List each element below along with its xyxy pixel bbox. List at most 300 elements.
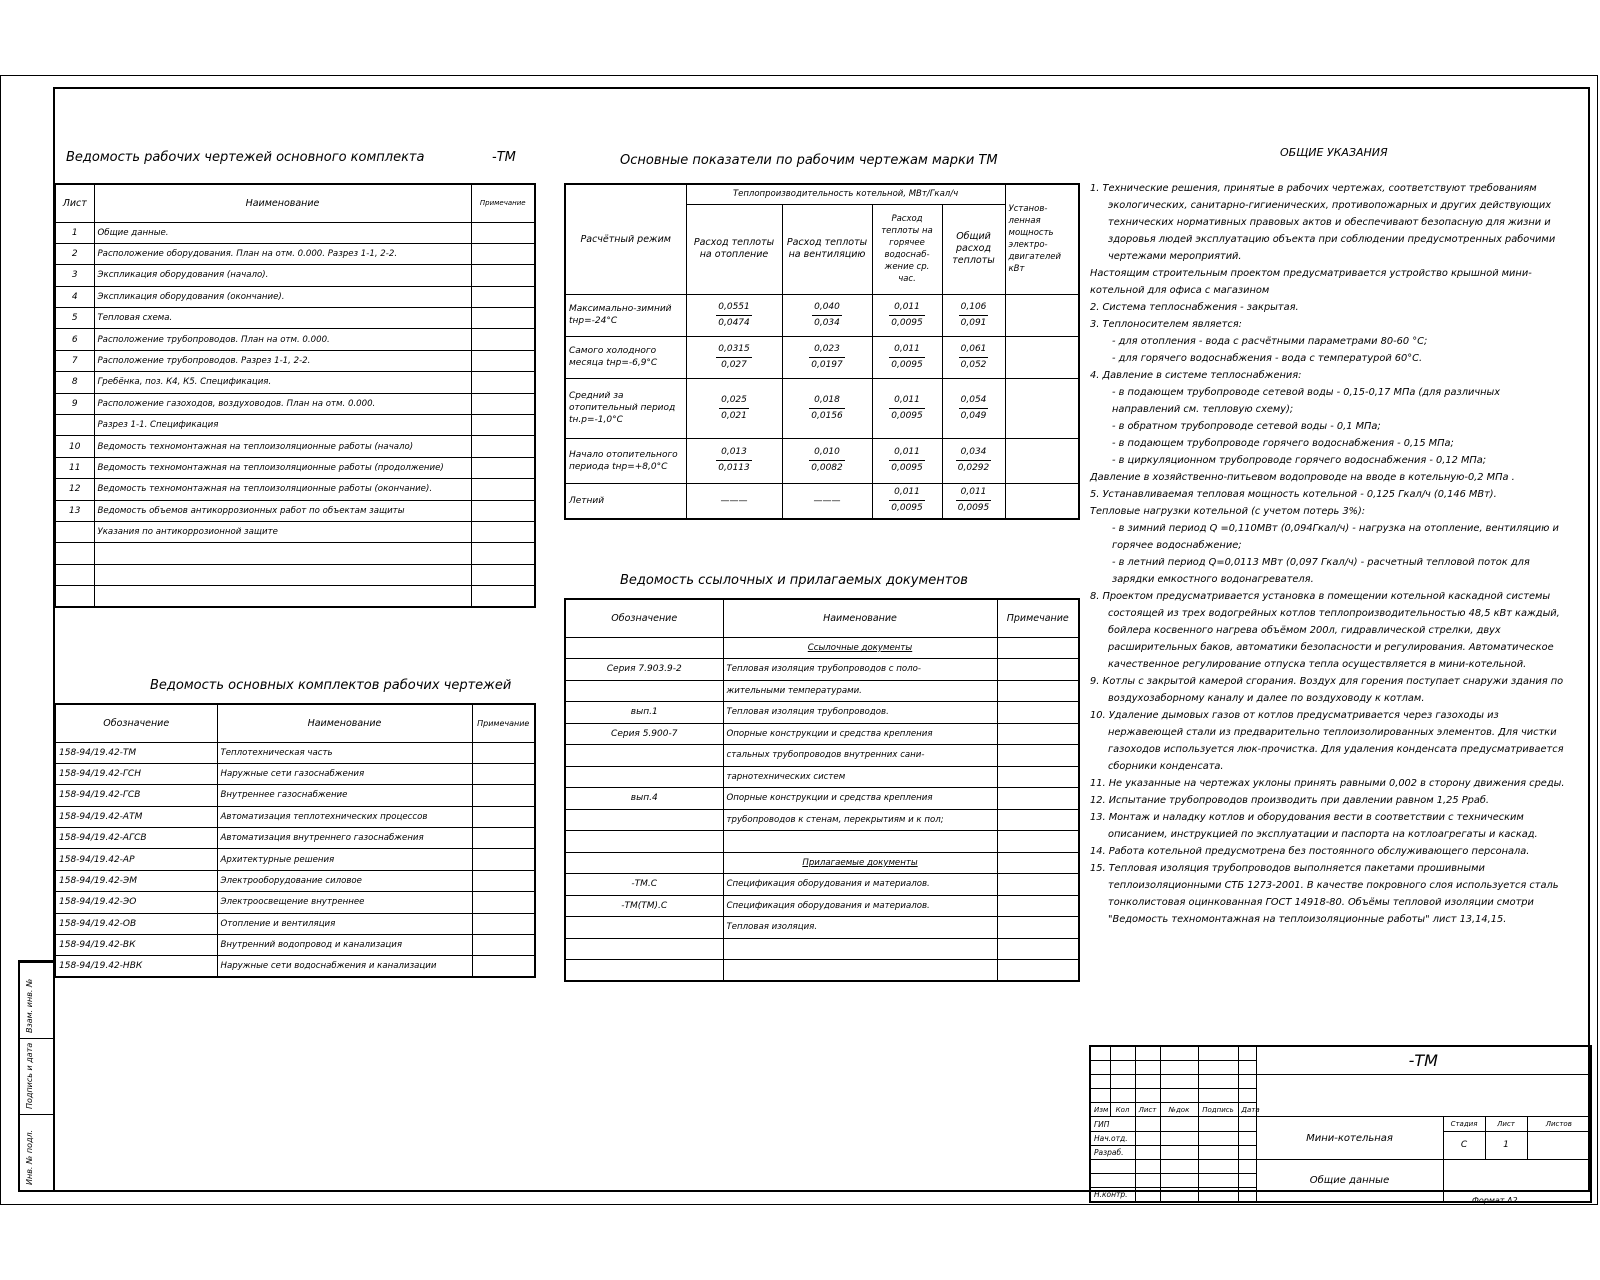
set-note	[472, 763, 535, 784]
col-header: Примечание	[471, 184, 535, 222]
set-code: 158-94/19.42-ВК	[55, 935, 217, 956]
table-row	[55, 956, 535, 977]
doc-code	[565, 766, 723, 788]
title-block	[1089, 1045, 1592, 1203]
value-gcal: 0,0474	[718, 317, 750, 328]
fraction-value	[889, 485, 925, 516]
set-name: Теплотехническая часть	[217, 742, 472, 763]
fraction-value	[959, 342, 989, 373]
stamp-cell	[1160, 1145, 1198, 1159]
value-mw: 0,106	[959, 300, 989, 316]
side-cell	[20, 1038, 53, 1115]
stamp-col-label: Изм	[1090, 1103, 1110, 1117]
basic-sets-title: Ведомость основных комплектов рабочих чертежей	[150, 678, 512, 693]
sheet-name: Ведомость техномонтажная на теплоизоляционные работы (продолжение)	[94, 457, 471, 478]
sheet-name: Гребёнка, поз. К4, К5. Спецификация.	[94, 372, 471, 393]
stamp-cell	[1198, 1117, 1238, 1131]
table-row	[565, 637, 1079, 659]
stamp-row	[1090, 1046, 1591, 1060]
indicator-cell	[686, 336, 782, 378]
value-gcal: 0,034	[814, 317, 840, 328]
note-item: 13. Монтаж и наладку котлов и оборудования вести в соответствии с техническим описанием, инструкцией по эксплуатации и паспорта на котлоагрегаты и каскад.	[1090, 812, 1538, 840]
indicators-table	[564, 183, 1080, 520]
stamp-cell	[1160, 1089, 1198, 1103]
value-mw: 0,061	[959, 342, 989, 358]
doc-note	[997, 637, 1079, 659]
indicator-row	[565, 378, 1079, 438]
note-item: 14. Работа котельной предусмотрена без постоянного обслуживающего персонала.	[1090, 846, 1530, 857]
sheet-note	[471, 286, 535, 307]
set-name: Внутреннее газоснабжение	[217, 785, 472, 806]
object-name: Мини-котельная	[1256, 1117, 1443, 1160]
doc-name: Ссылочные документы	[723, 637, 997, 659]
power-cell	[1005, 294, 1079, 336]
table-row	[55, 308, 535, 329]
table-row	[55, 870, 535, 891]
value-gcal: 0,021	[721, 410, 747, 421]
indicator-cell	[942, 483, 1005, 519]
stamp-role	[1090, 1174, 1135, 1188]
stamp-cell	[1135, 1074, 1160, 1088]
table-row	[55, 479, 535, 500]
stamp-row	[1090, 1117, 1591, 1131]
sheets-value	[1527, 1131, 1591, 1159]
stamp-col-label: Подпись	[1198, 1103, 1238, 1117]
sheet-name: Ведомость объемов антикоррозионных работ по объектам защиты	[94, 500, 471, 521]
doc-note	[997, 938, 1079, 960]
stamp-cell	[1238, 1174, 1256, 1188]
doc-note	[997, 680, 1079, 702]
stamp-cell	[1135, 1060, 1160, 1074]
stamp-cell	[1238, 1131, 1256, 1145]
indicator-row	[565, 336, 1079, 378]
sheet-name	[94, 543, 471, 564]
table-row	[55, 521, 535, 542]
doc-note	[997, 852, 1079, 874]
stamp-row	[1090, 1074, 1591, 1088]
fraction-value	[889, 445, 925, 476]
sheet-list-table	[54, 183, 536, 608]
set-name: Наружные сети газоснабжения	[217, 763, 472, 784]
table-row	[565, 659, 1079, 681]
stamp-col-label: Лист	[1135, 1103, 1160, 1117]
mode-label: Начало отопительного периода tнр=+8,0°С	[565, 438, 686, 483]
table-row	[55, 329, 535, 350]
doc-note	[997, 960, 1079, 982]
stamp-cell	[1135, 1046, 1160, 1060]
sheet-value: 1	[1485, 1131, 1527, 1159]
set-name: Электрооборудование силовое	[217, 870, 472, 891]
indicator-cell	[782, 294, 872, 336]
sheet-number	[55, 521, 94, 542]
indicator-cell	[942, 378, 1005, 438]
indicator-row	[565, 483, 1079, 519]
set-note	[472, 913, 535, 934]
stamp-cell	[1135, 1145, 1160, 1159]
doc-code	[565, 831, 723, 853]
sheet-note	[471, 564, 535, 585]
doc-code	[565, 852, 723, 874]
table-row	[565, 895, 1079, 917]
note-item: 10. Удаление дымовых газов от котлов предусматривается через газоходы из нержавеющей стали из предварительно теплоизолированных элементов. Для чистки газоходов используется люк-прочистка. Для удаления конденсата предусматривается сборники конденсата.	[1090, 710, 1564, 772]
stamp-cell	[1090, 1046, 1110, 1060]
sheet-number	[55, 564, 94, 585]
stamp-row	[1090, 1160, 1591, 1174]
col-header: Лист	[55, 184, 94, 222]
value-mw: 0,011	[889, 300, 925, 316]
table-row	[55, 935, 535, 956]
fraction-value	[809, 393, 845, 424]
fraction-value	[719, 393, 749, 424]
fraction-value	[716, 342, 752, 373]
doc-note	[997, 766, 1079, 788]
set-note	[472, 828, 535, 849]
fraction-value	[956, 445, 992, 476]
set-note	[472, 870, 535, 891]
side-label: Инв. № подл.	[25, 1129, 34, 1185]
group-header: Теплопроизводительность котельной, МВт/Гкал/ч	[686, 184, 1005, 204]
stamp-cell	[1135, 1160, 1160, 1174]
col-header: Наименование	[94, 184, 471, 222]
stamp-cell	[1238, 1117, 1256, 1131]
doc-note	[997, 723, 1079, 745]
doc-name: Прилагаемые документы	[723, 852, 997, 874]
indicator-row	[565, 294, 1079, 336]
stamp-cell	[1238, 1188, 1256, 1202]
table-row	[565, 960, 1079, 982]
sheet-note	[471, 543, 535, 564]
stage-value: С	[1443, 1131, 1485, 1159]
set-code: 158-94/19.42-ЭО	[55, 892, 217, 913]
table-row	[55, 350, 535, 371]
set-code: 158-94/19.42-НВК	[55, 956, 217, 977]
note-item: 4. Давление в системе теплоснабжения:	[1090, 370, 1302, 381]
fraction-value	[956, 485, 992, 516]
col-header: Расход теплоты на отопление	[686, 204, 782, 294]
sheet-number	[55, 586, 94, 607]
doc-name: Тепловая изоляция трубопроводов с поло-	[723, 659, 997, 681]
indicator-cell	[872, 294, 942, 336]
indicator-cell	[782, 336, 872, 378]
sheet-number: 1	[55, 222, 94, 243]
indicator-cell	[872, 378, 942, 438]
set-name: Внутренний водопровод и канализация	[217, 935, 472, 956]
stamp-desc	[1256, 1074, 1591, 1117]
sheet-list-mark: -ТМ	[492, 150, 516, 165]
set-note	[472, 742, 535, 763]
stamp-cell	[1110, 1074, 1135, 1088]
sheet-note	[471, 586, 535, 607]
stamp-cell	[1160, 1188, 1198, 1202]
col-header: Примечание	[997, 599, 1079, 637]
set-note	[472, 892, 535, 913]
doc-code	[565, 938, 723, 960]
sheet-number	[55, 415, 94, 436]
doc-code	[565, 745, 723, 767]
basic-sets-table	[54, 703, 536, 978]
sheet-number: 5	[55, 308, 94, 329]
indicator-cell	[782, 378, 872, 438]
value-gcal: 0,0082	[811, 463, 843, 473]
value-gcal: 0,0156	[811, 410, 843, 421]
value-mw: 0,040	[812, 300, 842, 316]
set-note	[472, 806, 535, 827]
stamp-col-label: №док	[1160, 1103, 1198, 1117]
sheet-name: Разрез 1-1. Спецификация	[94, 415, 471, 436]
stamp-cell	[1090, 1089, 1110, 1103]
stamp-role: ГИП	[1090, 1117, 1135, 1131]
indicator-cell	[782, 438, 872, 483]
doc-name: жительными температурами.	[723, 680, 997, 702]
doc-code	[565, 917, 723, 939]
sheet-number: 3	[55, 265, 94, 286]
note-item: - в циркуляционном трубопроводе горячего водоснабжения - 0,12 МПа;	[1112, 455, 1487, 466]
stamp-role: Разраб.	[1090, 1145, 1135, 1159]
power-cell	[1005, 378, 1079, 438]
set-name: Автоматизация внутреннего газоснабжения	[217, 828, 472, 849]
stamp-cell	[1238, 1046, 1256, 1060]
indicator-cell	[782, 483, 872, 519]
doc-note	[997, 874, 1079, 896]
mode-label: Самого холодного месяца tнр=-6,9°С	[565, 336, 686, 378]
sheet-name: Общие данные.	[94, 222, 471, 243]
sheet-name	[94, 586, 471, 607]
table-row	[565, 938, 1079, 960]
table-row	[565, 788, 1079, 810]
sheet-number: 10	[55, 436, 94, 457]
stamp-cell	[1160, 1117, 1198, 1131]
table-row	[565, 723, 1079, 745]
table-row	[565, 680, 1079, 702]
stamp-cell	[1238, 1145, 1256, 1159]
doc-code	[565, 637, 723, 659]
note-item: - в подающем трубопроводе сетевой воды - 0,15-0,17 МПа (для различных направлений см. тепловую схему);	[1112, 387, 1501, 415]
doc-code: Серия 7.903.9-2	[565, 659, 723, 681]
value-mw: 0,0315	[716, 342, 752, 358]
set-code: 158-94/19.42-АГСВ	[55, 828, 217, 849]
fraction-value	[809, 342, 845, 373]
doc-code: вып.1	[565, 702, 723, 724]
table-row	[565, 702, 1079, 724]
note-item: 5. Устанавливаемая тепловая мощность котельной - 0,125 Гкал/ч (0,146 МВт).	[1090, 489, 1497, 500]
value-gcal: 0,052	[960, 359, 987, 370]
table-row	[55, 436, 535, 457]
value-gcal: 0,0095	[891, 410, 923, 421]
doc-name: тарнотехнических систем	[723, 766, 997, 788]
col-header: Обозначение	[55, 704, 217, 742]
sheet-number: 6	[55, 329, 94, 350]
sheet-name: Указания по антикоррозионной защите	[94, 521, 471, 542]
col-header: Наименование	[723, 599, 997, 637]
col-header: Расход теплоты на горячее водоснаб-жение ср. час.	[872, 204, 942, 294]
note-item: - в летний период Q=0,0113 МВт (0,097 Гкал/ч) - расчетный тепловой поток для зарядки емкостного водонагревателя.	[1112, 557, 1530, 585]
sheet-list-title: Ведомость рабочих чертежей основного комплекта	[66, 150, 425, 165]
sheet-name: Расположение газоходов, воздуховодов. План на отм. 0.000.	[94, 393, 471, 414]
set-note	[472, 785, 535, 806]
sheet-note	[471, 329, 535, 350]
mode-label: Летний	[565, 483, 686, 519]
sheet-number: 8	[55, 372, 94, 393]
value-mw: 0,011	[889, 445, 925, 461]
stamp-role: Нач.отд.	[1090, 1131, 1135, 1145]
sheet-note	[471, 350, 535, 371]
sheet-note	[471, 243, 535, 264]
doc-note	[997, 917, 1079, 939]
stamp-cell	[1110, 1046, 1135, 1060]
side-label: Подпись и дата	[25, 1042, 34, 1109]
sheet-name: Расположение оборудования. План на отм. 0.000. Разрез 1-1, 2-2.	[94, 243, 471, 264]
value-mw: 0,023	[809, 342, 845, 358]
table-row	[55, 372, 535, 393]
note-item: 3. Теплоносителем является:	[1090, 319, 1242, 330]
sheet-note	[471, 265, 535, 286]
doc-code	[565, 960, 723, 982]
sheet-label: Лист	[1485, 1117, 1527, 1131]
stamp-cell	[1198, 1074, 1238, 1088]
col-header: Расход теплоты на вентиляцию	[782, 204, 872, 294]
stamp-cell	[1135, 1131, 1160, 1145]
stamp-role	[1090, 1160, 1135, 1174]
value-mw: 0,013	[716, 445, 752, 461]
doc-name: Опорные конструкции и средства крепления	[723, 788, 997, 810]
set-name: Электроосвещение внутреннее	[217, 892, 472, 913]
table-row	[565, 917, 1079, 939]
power-header: Установ-ленная мощность электро-двигателей кВт	[1005, 184, 1079, 294]
indicator-cell	[686, 294, 782, 336]
note-item: - в подающем трубопроводе горячего водоснабжения - 0,15 МПа;	[1112, 438, 1454, 449]
table-row	[55, 457, 535, 478]
indicator-cell	[872, 336, 942, 378]
stamp-cell	[1135, 1117, 1160, 1131]
fraction-value	[716, 300, 752, 331]
doc-name	[723, 831, 997, 853]
indicators-title: Основные показатели по рабочим чертежам марки ТМ	[620, 153, 998, 168]
doc-note	[997, 809, 1079, 831]
table-row	[55, 892, 535, 913]
indicator-cell	[872, 483, 942, 519]
doc-note	[997, 788, 1079, 810]
table-row	[55, 586, 535, 607]
sheet-number: 13	[55, 500, 94, 521]
table-row	[565, 809, 1079, 831]
sheet-name: Экспликация оборудования (начало).	[94, 265, 471, 286]
note-item: - для горячего водоснабжения - вода с температурой 60°С.	[1112, 353, 1423, 364]
table-row	[55, 222, 535, 243]
doc-name	[723, 938, 997, 960]
set-name: Архитектурные решения	[217, 849, 472, 870]
sheet-name: Ведомость техномонтажная на теплоизоляционные работы (окончание).	[94, 479, 471, 500]
stamp-cell	[1160, 1160, 1198, 1174]
sheet-note	[471, 372, 535, 393]
sheet-note	[471, 393, 535, 414]
stamp-cell	[1160, 1074, 1198, 1088]
table-row	[55, 742, 535, 763]
doc-note	[997, 745, 1079, 767]
table-row	[55, 393, 535, 414]
value-gcal: 0,0095	[891, 317, 923, 328]
value-gcal: 0,0095	[891, 503, 923, 514]
note-item: 12. Испытание трубопроводов производить при давлении равном 1,25 Рраб.	[1090, 795, 1489, 806]
value-gcal: 0,0113	[718, 463, 750, 473]
set-name: Наружные сети водоснабжения и канализации	[217, 956, 472, 977]
side-label: Взам. инв. №	[25, 978, 34, 1033]
note-item: 1. Технические решения, принятые в рабочих чертежах, соответствуют требованиям экологических, санитарно-гигиенических, противопожарных и других действующих технических нормативных правовых актов и обеспечивают безопасную для жизни и здоровья людей эксплуатацию объекта при соблюдении предусмотренных рабочими чертежами мероприятий.	[1090, 183, 1556, 262]
sheet-note	[471, 222, 535, 243]
table-row	[55, 543, 535, 564]
stamp-cell	[1160, 1060, 1198, 1074]
set-note	[472, 849, 535, 870]
indicator-cell	[686, 378, 782, 438]
value-gcal: 0,091	[960, 317, 987, 328]
set-note	[472, 935, 535, 956]
value-mw: 0,018	[809, 393, 845, 409]
drawing-code: -ТМ	[1256, 1046, 1591, 1074]
empty-dash: ———	[720, 495, 748, 506]
col-header: Наименование	[217, 704, 472, 742]
sheet-name: Тепловая схема.	[94, 308, 471, 329]
value-mw: 0,034	[956, 445, 992, 461]
doc-name: стальных трубопроводов внутренних сани-	[723, 745, 997, 767]
table-row	[55, 243, 535, 264]
table-row	[55, 564, 535, 585]
note-item: 11. Не указанные на чертежах уклоны принять равными 0,002 в сторону движения среды.	[1090, 778, 1565, 789]
stamp-cell	[1135, 1089, 1160, 1103]
doc-name	[723, 960, 997, 982]
fraction-value	[959, 393, 989, 424]
table-row	[55, 286, 535, 307]
mode-label: Максимально-зимний tнр=-24°С	[565, 294, 686, 336]
table-row	[565, 745, 1079, 767]
stamp-cell	[1090, 1060, 1110, 1074]
value-gcal: 0,0095	[957, 503, 990, 514]
stamp-cell	[1198, 1145, 1238, 1159]
doc-name: Тепловая изоляция.	[723, 917, 997, 939]
value-mw: 0,011	[889, 342, 925, 358]
stamp-cell	[1198, 1089, 1238, 1103]
stamp-cell	[1198, 1174, 1238, 1188]
indicator-cell	[942, 294, 1005, 336]
stamp-cell	[1160, 1174, 1198, 1188]
sheet-number: 12	[55, 479, 94, 500]
doc-name: Спецификация оборудования и материалов.	[723, 895, 997, 917]
stamp-cell	[1090, 1074, 1110, 1088]
stamp-cell	[1160, 1046, 1198, 1060]
doc-note	[997, 895, 1079, 917]
indicator-cell	[872, 438, 942, 483]
doc-note	[997, 659, 1079, 681]
stamp-cell	[1198, 1160, 1238, 1174]
power-cell	[1005, 336, 1079, 378]
note-item: - для отопления - вода с расчётными параметрами 80-60 °С;	[1112, 336, 1428, 347]
power-cell	[1005, 438, 1079, 483]
col-header: Примечание	[472, 704, 535, 742]
value-mw: 0,011	[889, 485, 925, 501]
doc-code: Серия 5.900-7	[565, 723, 723, 745]
table-row	[565, 766, 1079, 788]
value-gcal: 0,0197	[811, 359, 843, 370]
set-code: 158-94/19.42-АТМ	[55, 806, 217, 827]
side-cell	[20, 962, 53, 1039]
note-item: - в зимний период Q =0,110МВт (0,094Гкал/ч) - нагрузка на отопление, вентиляцию и горячее водоснабжение;	[1112, 523, 1559, 551]
table-row	[55, 828, 535, 849]
set-code: 158-94/19.42-АР	[55, 849, 217, 870]
doc-name: Опорные конструкции и средства крепления	[723, 723, 997, 745]
stamp-cell	[1238, 1074, 1256, 1088]
stamp-cell	[1238, 1060, 1256, 1074]
value-gcal: 0,049	[960, 410, 987, 421]
stamp-cell	[1198, 1046, 1238, 1060]
sheet-note	[471, 415, 535, 436]
